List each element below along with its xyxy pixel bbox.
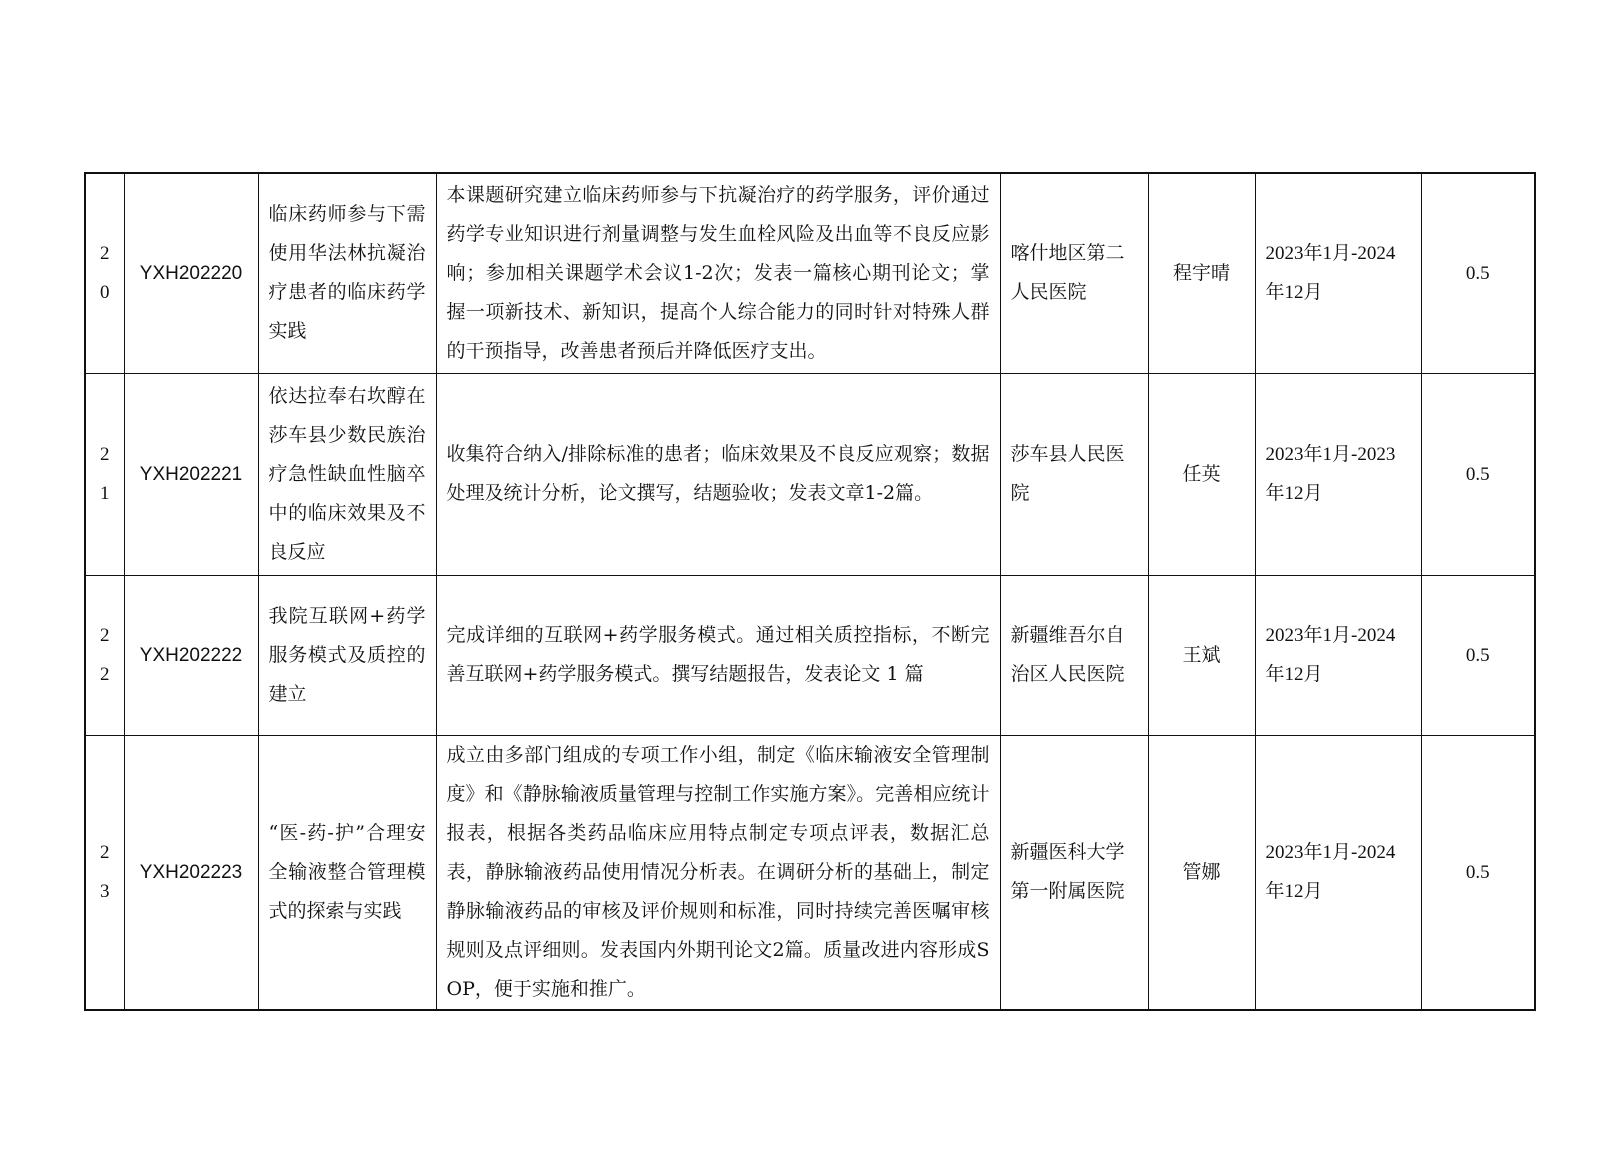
project-title: “医-药-护”合理安全输液整合管理模式的探索与实践 xyxy=(258,735,436,1010)
project-code: YXH202220 xyxy=(124,173,258,373)
project-period: 2023年1月-2024年12月 xyxy=(1255,575,1421,735)
project-table xyxy=(84,172,1536,1011)
project-title: 我院互联网+药学服务模式及质控的建立 xyxy=(258,575,436,735)
project-code: YXH202223 xyxy=(124,735,258,1010)
table-row xyxy=(85,173,1535,373)
project-period: 2023年1月-2024年12月 xyxy=(1255,173,1421,373)
project-unit: 莎车县人民医院 xyxy=(1000,373,1148,575)
table-row xyxy=(85,735,1535,1010)
project-score: 0.5 xyxy=(1421,575,1535,735)
project-code: YXH202221 xyxy=(124,373,258,575)
project-leader: 程宇晴 xyxy=(1148,173,1255,373)
table-row xyxy=(85,373,1535,575)
project-code: YXH202222 xyxy=(124,575,258,735)
project-score: 0.5 xyxy=(1421,373,1535,575)
project-leader: 任英 xyxy=(1148,373,1255,575)
project-content: 成立由多部门组成的专项工作小组，制定《临床输液安全管理制度》和《静脉输液质量管理与控制工作实施方案》。完善相应统计报表，根据各类药品临床应用特点制定专项点评表，数据汇总表，静脉输液药品使用情况分析表。在调研分析的基础上，制定静脉输液药品的审核及评价规则和标准，同时持续完善医嘱审核规则及点评细则。发表国内外期刊论文2篇。质量改进内容形成SOP，便于实施和推广。 xyxy=(436,735,1000,1010)
row-number: 22 xyxy=(85,575,124,735)
row-number: 21 xyxy=(85,373,124,575)
project-title: 依达拉奉右坎醇在莎车县少数民族治疗急性缺血性脑卒中的临床效果及不良反应 xyxy=(258,373,436,575)
project-period: 2023年1月-2024年12月 xyxy=(1255,735,1421,1010)
table-row xyxy=(85,575,1535,735)
project-leader: 王斌 xyxy=(1148,575,1255,735)
project-content: 本课题研究建立临床药师参与下抗凝治疗的药学服务，评价通过药学专业知识进行剂量调整与发生血栓风险及出血等不良反应影响；参加相关课题学术会议1-2次；发表一篇核心期刊论文；掌握一项新技术、新知识，提高个人综合能力的同时针对特殊人群的干预指导，改善患者预后并降低医疗支出。 xyxy=(436,173,1000,373)
project-unit: 新疆医科大学第一附属医院 xyxy=(1000,735,1148,1010)
project-period: 2023年1月-2023年12月 xyxy=(1255,373,1421,575)
project-leader: 管娜 xyxy=(1148,735,1255,1010)
row-number: 20 xyxy=(85,173,124,373)
project-content: 收集符合纳入/排除标准的患者；临床效果及不良反应观察；数据处理及统计分析，论文撰写，结题验收；发表文章1-2篇。 xyxy=(436,373,1000,575)
project-unit: 新疆维吾尔自治区人民医院 xyxy=(1000,575,1148,735)
project-content: 完成详细的互联网+药学服务模式。通过相关质控指标，不断完善互联网+药学服务模式。撰写结题报告，发表论文 1 篇 xyxy=(436,575,1000,735)
row-number: 23 xyxy=(85,735,124,1010)
project-unit: 喀什地区第二人民医院 xyxy=(1000,173,1148,373)
project-score: 0.5 xyxy=(1421,735,1535,1010)
project-title: 临床药师参与下需使用华法林抗凝治疗患者的临床药学实践 xyxy=(258,173,436,373)
project-score: 0.5 xyxy=(1421,173,1535,373)
